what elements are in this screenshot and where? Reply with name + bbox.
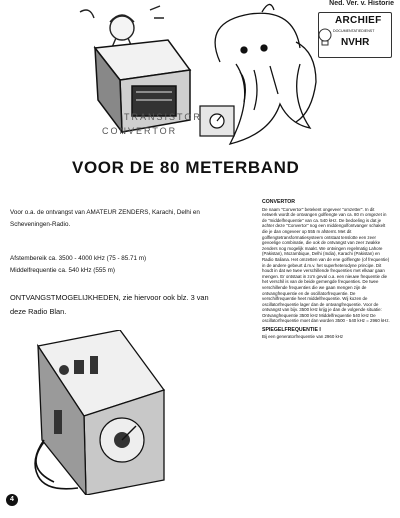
page-number: 4 bbox=[6, 494, 18, 506]
stamp-archief: ARCHIEF bbox=[335, 15, 382, 26]
intro-paragraph: Voor o.a. de ontvangst van AMATEUR ZENDERS, Karachi, Delhi en Scheveningen-Radio. bbox=[10, 209, 200, 228]
convertor-heading: CONVERTOR bbox=[262, 199, 296, 205]
stamp-dienst: DOCUMENTATIEDIENST bbox=[333, 29, 375, 33]
device-photo bbox=[24, 330, 194, 495]
mf-line: Middelfrequentie ca. 540 kHz (555 m) bbox=[10, 267, 115, 274]
right-column bbox=[262, 200, 390, 339]
sign-text-transistor: TRANSISTOR bbox=[124, 112, 202, 122]
tuning-dial bbox=[100, 418, 144, 462]
stamp-nvhr: NVHR bbox=[341, 37, 370, 48]
spiegel-heading: SPIEGELFREQUENTIE I bbox=[262, 327, 321, 334]
spiegel-text: Bij een generatorfrequentie van 2960 kHz bbox=[262, 333, 344, 339]
convertor-box bbox=[200, 106, 234, 136]
sign-text-convertor: CONVERTOR bbox=[102, 126, 178, 136]
page-title: VOOR DE 80 METERBAND bbox=[72, 158, 300, 177]
reception-paragraph: ONTVANGSTMOGELIJKHEDEN, zie hiervoor ook blz. 3 van deze Radio Blan. bbox=[10, 293, 209, 316]
cartoon-illustration bbox=[40, 2, 330, 152]
convertor-body: De naam "Convertor" betekent ongeveer "omzetter". In dit netwerk wordt de ontvangen golflengte van ca. 80 m omgezet in de "middelfrequentie" van ca. 540 kHz. De bedoeling is dat je achter deze "Convertor" nog een middengolfontvanger schakelt die je dan ongeveer op 555 m afstemt. Met dit golflengtetransformatiesysteem ontstaat tenslotte een zeer gevoelige combinatie, die ook de ontvangst van zeer zwakke zenders nog mogelijk maakt. We ontvingen regelmatig Lahore (Pakistan), Mozambique, Delhi (India), Karachi (Pakistan) en Radio Italiana. Het omzetten van de ene golflengte (of frequentie) in de andere gebeurt d.m.v. het superheterodyne principe. Dit houdt in dat we twee verschillende frequenties met elkaar gaan mengen. Er ontstaat in zo'n geval o.a. een nieuwe frequentie die het verschil is van de beide gemengde frequenties. De twee verschillende frequenties die we gaan mengen zijn de ontvangfrequentie en de oscillatorfrequentie. De verschilfrequentie heet middelfrequentie. Wij kozen de oscillatorfrequentie lager dan de ontvangfrequentie. Voor de ontvangst van bijv. 3500 kHz krijg je dan de volgende situatie: Ontvangfrequentie 3500 kHz Middelfrequentie 540 kHz De oscillatorfrequentie moet dan worden 3500 - 540 kHz = 2960 kHz. bbox=[262, 206, 390, 324]
masthead: Ned. Ver. v. Historie bbox=[329, 0, 394, 7]
range-line: Afstembereik ca. 3500 - 4000 kHz (75 - 85.71 m) bbox=[10, 255, 147, 262]
